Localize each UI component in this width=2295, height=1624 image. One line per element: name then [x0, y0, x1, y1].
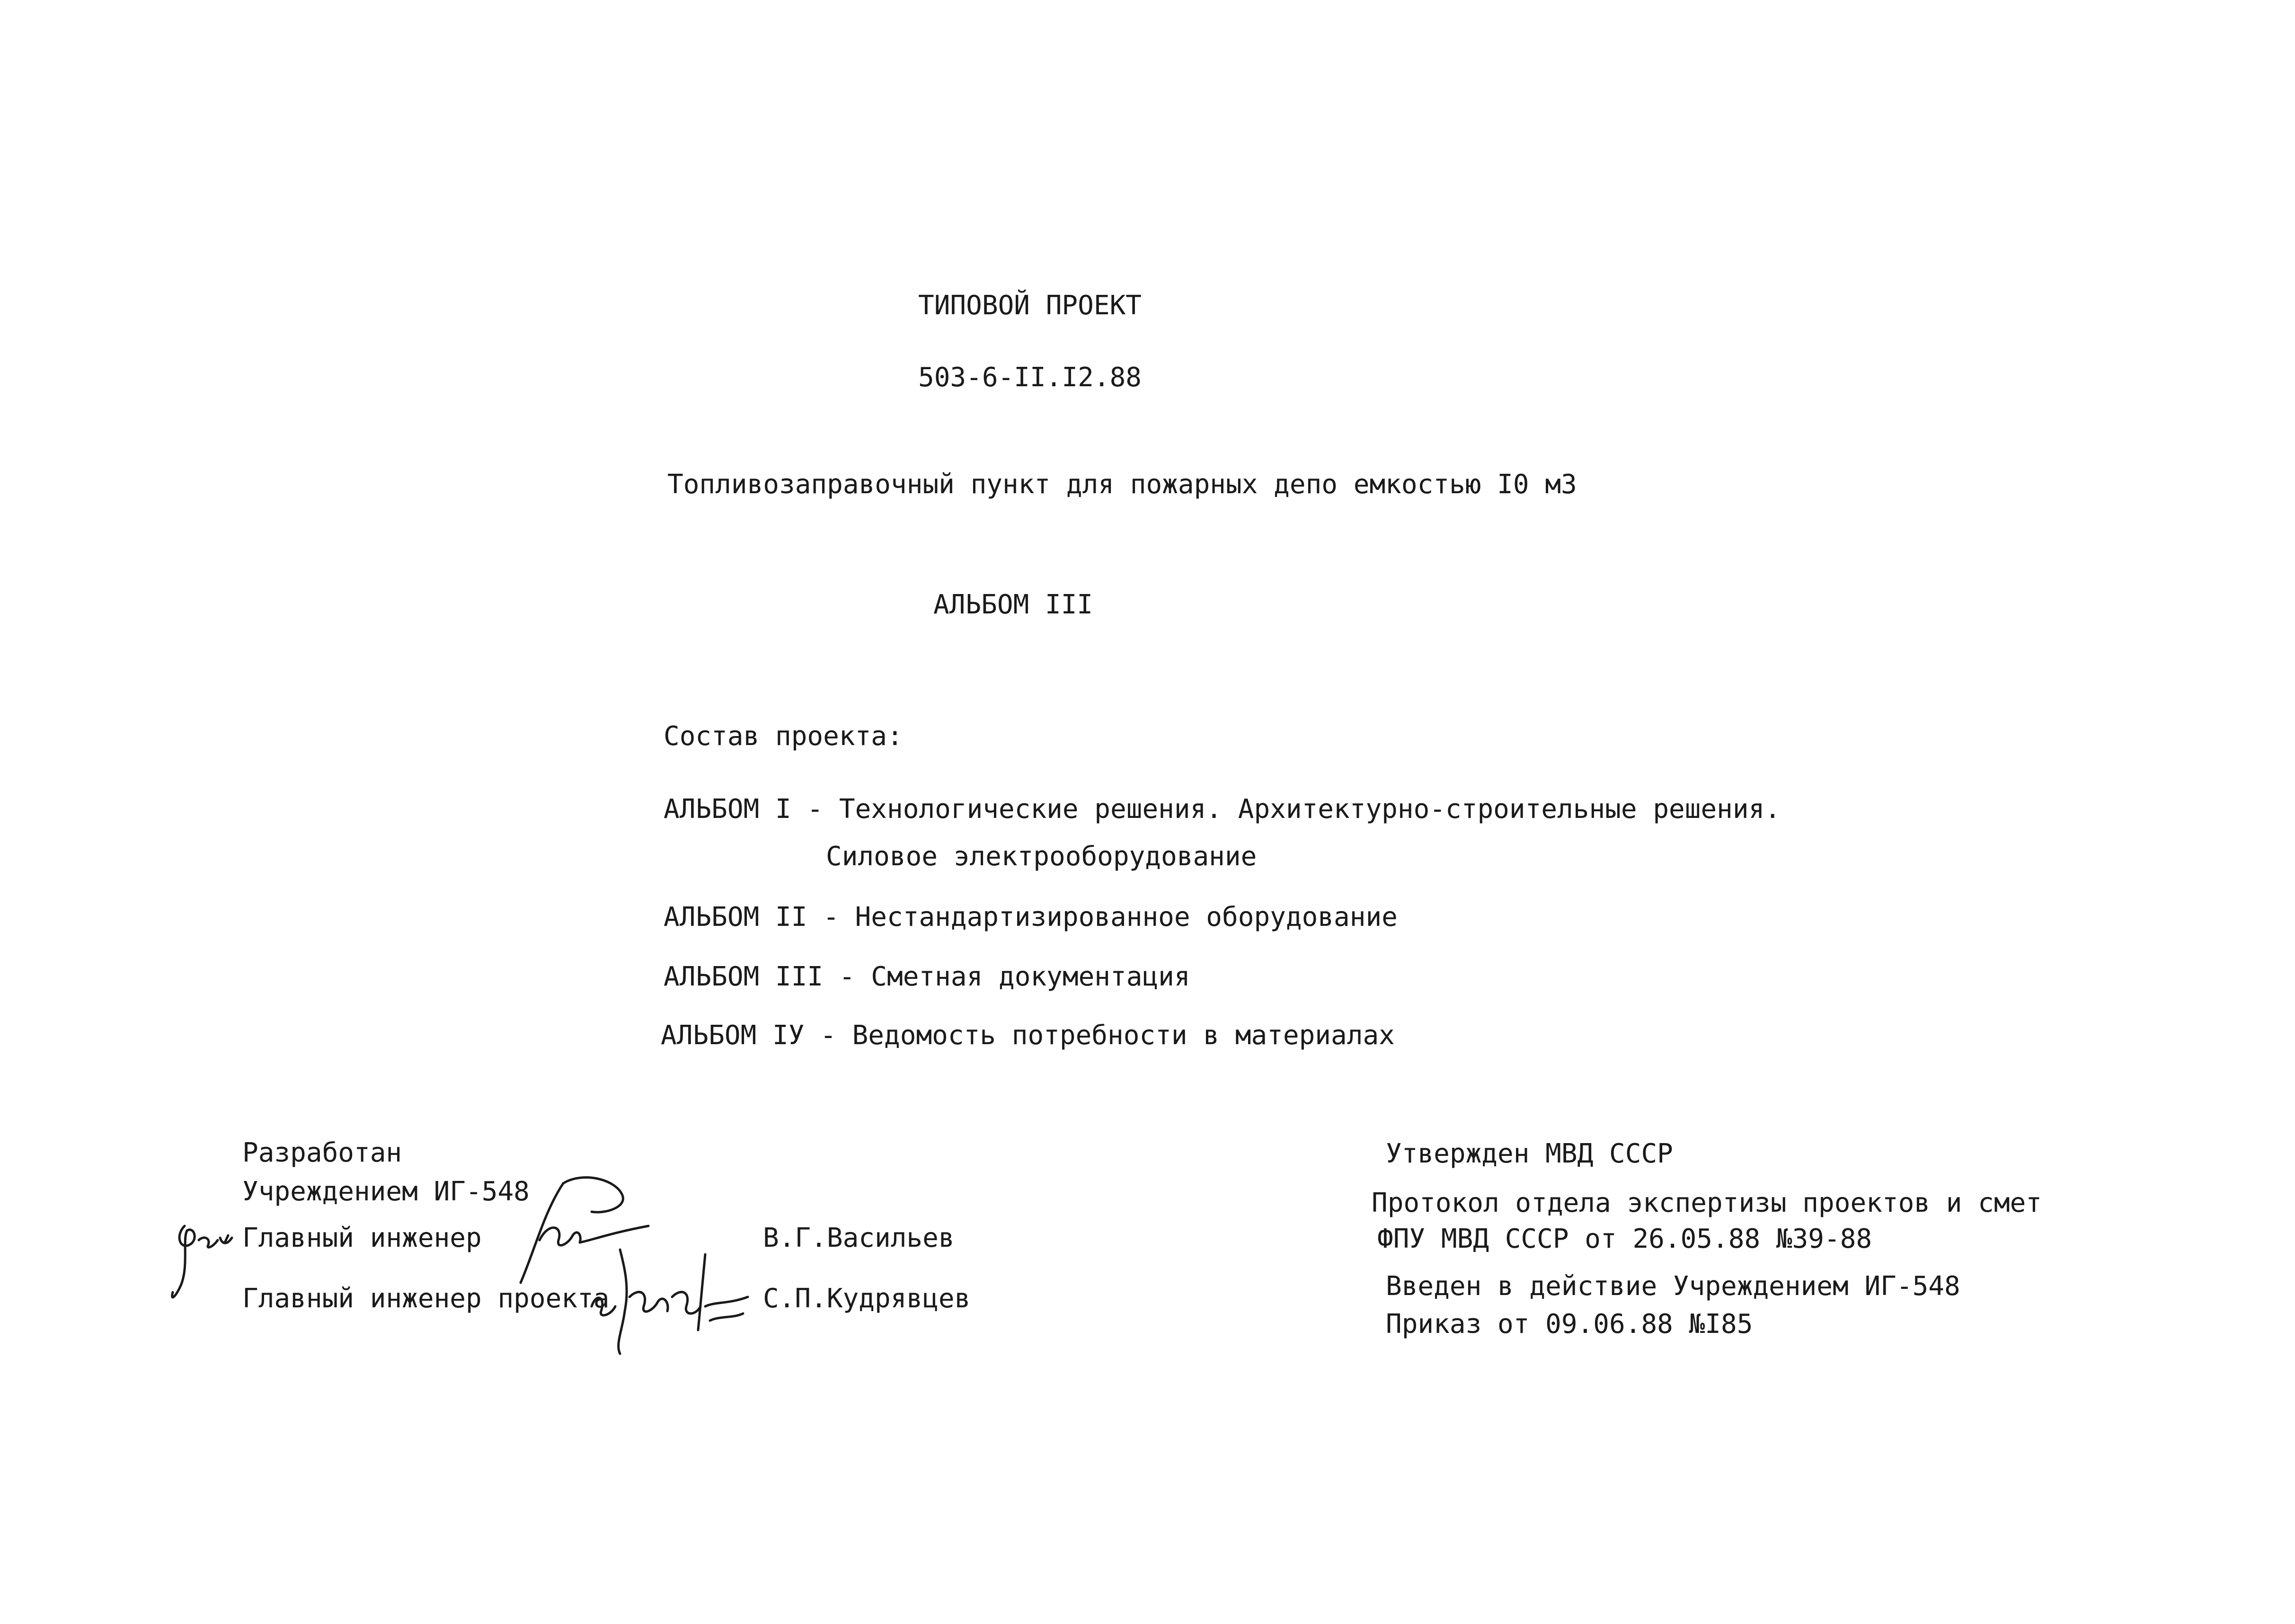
composition-heading: Состав проекта: [664, 721, 903, 752]
approved-by: Утвержден МВД СССР [1386, 1138, 1673, 1169]
project-engineer-signature [587, 1240, 757, 1363]
composition-item-3: АЛЬБОМ III - Сметная документация [664, 961, 1190, 992]
chief-engineer-name: В.Г.Васильев [763, 1223, 955, 1253]
album-label: АЛЬБОМ III [933, 589, 1093, 620]
chief-engineer-title: Главный инженер [242, 1223, 482, 1253]
margin-handwritten-mark [166, 1216, 241, 1311]
composition-item-4: АЛЬБОМ IУ - Ведомость потребности в материалах [661, 1020, 1395, 1051]
enacted-line-1: Введен в действие Учреждением ИГ-548 [1386, 1271, 1960, 1302]
composition-item-2: АЛЬБОМ II - Нестандартизированное оборудование [664, 902, 1398, 932]
protocol-line-1: Протокол отдела экспертизы проектов и смет [1372, 1188, 2042, 1218]
composition-item-1-line2: Силовое электрооборудование [826, 841, 1257, 872]
composition-item-1-line1: АЛЬБОМ I - Технологические решения. Архитектурно-строительные решения. [664, 794, 1781, 825]
protocol-line-2: ФПУ МВД СССР от 26.05.88 №39-88 [1377, 1224, 1872, 1254]
developer-label: Разработан [242, 1137, 402, 1168]
doc-type: ТИПОВОЙ ПРОЕКТ [918, 290, 1142, 321]
doc-number: 503-6-II.I2.88 [918, 362, 1142, 393]
project-engineer-name: С.П.Кудрявцев [763, 1283, 971, 1314]
project-engineer-title: Главный инженер проекта [242, 1283, 610, 1314]
developer-organization: Учреждением ИГ-548 [242, 1176, 530, 1207]
enacted-line-2: Приказ от 09.06.88 №I85 [1386, 1309, 1753, 1340]
doc-title: Топливозаправочный пункт для пожарных депо емкостью I0 м3 [667, 469, 1577, 500]
